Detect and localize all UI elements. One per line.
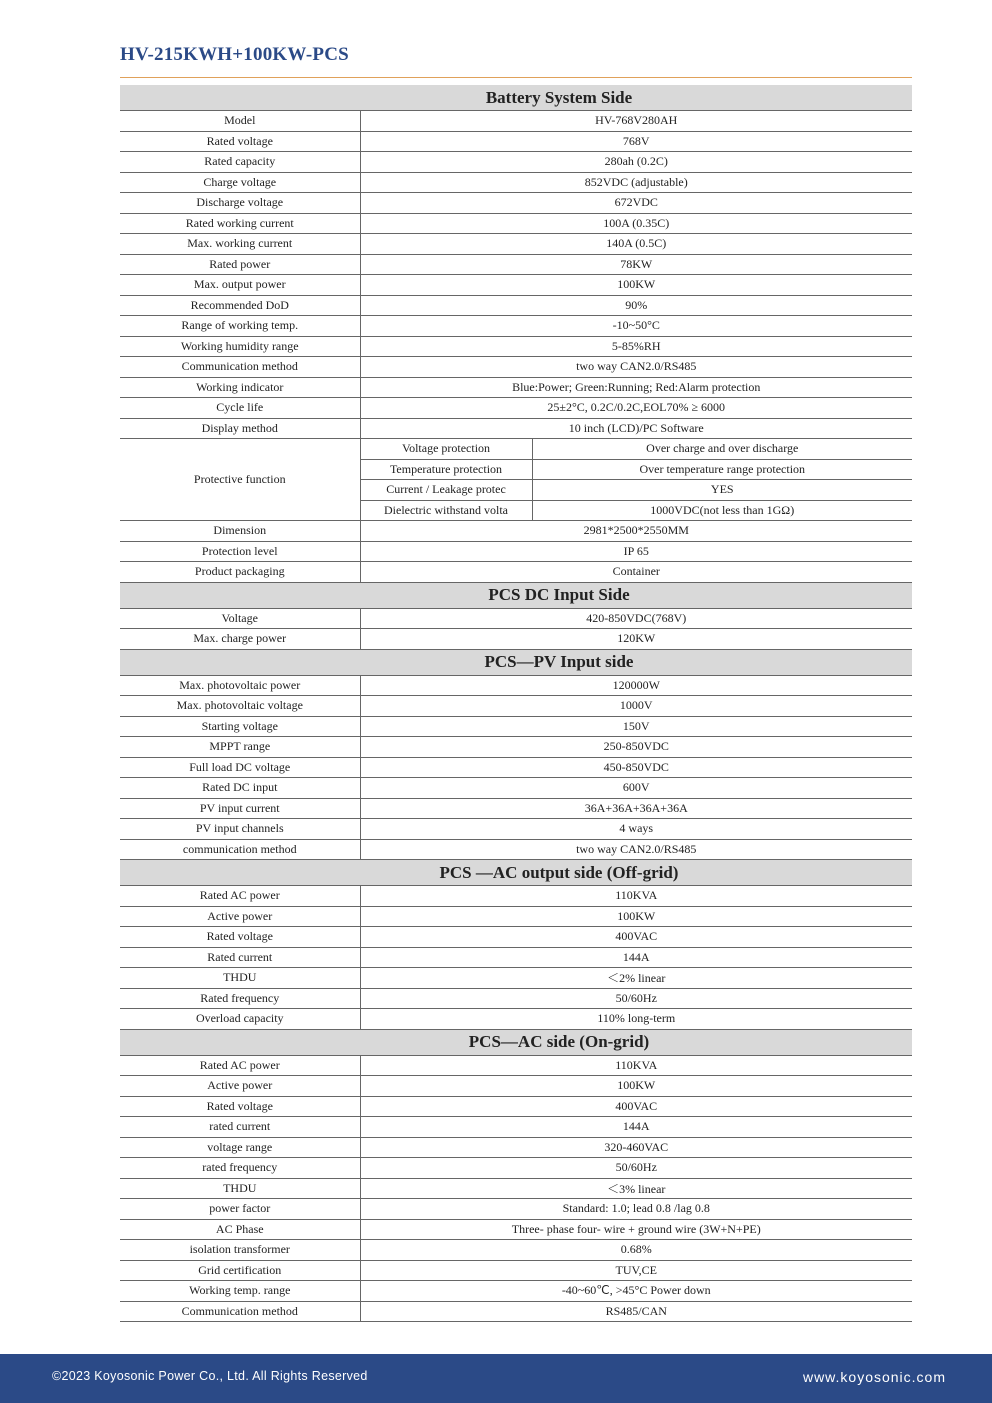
row-label: Max. photovoltaic voltage [120, 696, 360, 717]
row-value: 250-850VDC [360, 737, 912, 758]
row-label: THDU [120, 1178, 360, 1199]
table-row [120, 839, 912, 860]
table-row [120, 316, 912, 337]
row-label: Active power [120, 1076, 360, 1097]
table-row [120, 947, 912, 968]
row-value: two way CAN2.0/RS485 [360, 839, 912, 860]
table-row [120, 1178, 912, 1199]
table-row [120, 608, 912, 629]
table-row [120, 798, 912, 819]
row-label: voltage range [120, 1137, 360, 1158]
row-label: Rated capacity [120, 152, 360, 173]
section-title: Battery System Side [485, 87, 633, 107]
table-row [120, 1137, 912, 1158]
row-label: Rated AC power [120, 886, 360, 907]
row-label: Rated DC input [120, 778, 360, 799]
row-value: 672VDC [360, 193, 912, 214]
sub-row-value: 1000VDC(not less than 1GΩ) [532, 500, 912, 521]
row-value: 50/60Hz [360, 988, 912, 1009]
row-label: Charge voltage [120, 172, 360, 193]
sub-row-label: Current / Leakage protec [360, 480, 532, 501]
row-label: Working indicator [120, 377, 360, 398]
table-row [120, 295, 912, 316]
section-header-row [120, 582, 912, 608]
row-value: 2981*2500*2550MM [360, 521, 912, 542]
row-label: Rated voltage [120, 131, 360, 152]
table-row [120, 111, 912, 132]
sub-row-label: Dielectric withstand volta [360, 500, 532, 521]
section-header-row [120, 85, 912, 111]
table-row [120, 737, 912, 758]
section-header-cell [120, 860, 912, 886]
section-header-row [120, 860, 912, 886]
row-label: PV input current [120, 798, 360, 819]
row-label: power factor [120, 1199, 360, 1220]
row-label: Range of working temp. [120, 316, 360, 337]
row-value: ＜2% linear [360, 968, 912, 989]
section-title: PCS DC Input Side [488, 585, 630, 604]
row-value: 144A [360, 1117, 912, 1138]
table-row [120, 1117, 912, 1138]
table-row [120, 562, 912, 583]
row-value: TUV,CE [360, 1260, 912, 1281]
table-row [120, 757, 912, 778]
document-title: HV-215KWH+100KW-PCS [120, 44, 349, 65]
sub-row-value: Over charge and over discharge [532, 439, 912, 460]
sub-row-label: Temperature protection [360, 459, 532, 480]
row-label: Active power [120, 906, 360, 927]
row-value: 320-460VAC [360, 1137, 912, 1158]
row-value: IP 65 [360, 541, 912, 562]
table-row [120, 439, 912, 460]
row-value: 100KW [360, 275, 912, 296]
row-value: 10 inch (LCD)/PC Software [360, 418, 912, 439]
section-title: PCS—AC side (On-grid) [468, 1032, 650, 1051]
row-value: 144A [360, 947, 912, 968]
row-label: Discharge voltage [120, 193, 360, 214]
table-row [120, 778, 912, 799]
row-label: Display method [120, 418, 360, 439]
row-value: 110% long-term [360, 1009, 912, 1030]
table-row [120, 193, 912, 214]
row-label: Working temp. range [120, 1281, 360, 1302]
footer-copyright: ©2023 Koyosonic Power Co., Ltd. All Rights Reserved [52, 1369, 368, 1383]
row-label: isolation transformer [120, 1240, 360, 1261]
section-title: PCS—PV Input side [484, 652, 634, 671]
row-value: 600V [360, 778, 912, 799]
row-label: Max. output power [120, 275, 360, 296]
table-row [120, 521, 912, 542]
table-row [120, 1199, 912, 1220]
row-value: Container [360, 562, 912, 583]
row-value: Three- phase four- wire + ground wire (3W+N+PE) [360, 1219, 912, 1240]
table-row [120, 716, 912, 737]
row-value: two way CAN2.0/RS485 [360, 357, 912, 378]
row-value: RS485/CAN [360, 1301, 912, 1322]
row-value: 140A (0.5C) [360, 234, 912, 255]
row-label: Rated power [120, 254, 360, 275]
row-value: HV-768V280AH [360, 111, 912, 132]
table-row [120, 541, 912, 562]
row-value: Blue:Power; Green:Running; Red:Alarm protection [360, 377, 912, 398]
row-value: 36A+36A+36A+36A [360, 798, 912, 819]
row-label: THDU [120, 968, 360, 989]
row-label: Communication method [120, 357, 360, 378]
table-row [120, 1158, 912, 1179]
row-value: 400VAC [360, 1096, 912, 1117]
section-header-row [120, 1029, 912, 1055]
row-value: 120000W [360, 675, 912, 696]
table-row [120, 418, 912, 439]
table-row [120, 1240, 912, 1261]
table-row [120, 927, 912, 948]
row-label: Max. photovoltaic power [120, 675, 360, 696]
sub-row-value: YES [532, 480, 912, 501]
table-row [120, 886, 912, 907]
row-label: Working humidity range [120, 336, 360, 357]
row-value: 50/60Hz [360, 1158, 912, 1179]
section-header-cell [120, 1029, 912, 1055]
table-row [120, 152, 912, 173]
table-row [120, 1096, 912, 1117]
row-label: Dimension [120, 521, 360, 542]
row-value: ＜3% linear [360, 1178, 912, 1199]
row-value: 78KW [360, 254, 912, 275]
section-header-row [120, 649, 912, 675]
row-label: Rated frequency [120, 988, 360, 1009]
row-value: 110KVA [360, 886, 912, 907]
row-value: 420-850VDC(768V) [360, 608, 912, 629]
table-row [120, 131, 912, 152]
table-row [120, 172, 912, 193]
row-label: Recommended DoD [120, 295, 360, 316]
row-value: 400VAC [360, 927, 912, 948]
row-value: 150V [360, 716, 912, 737]
table-row [120, 398, 912, 419]
row-value: 1000V [360, 696, 912, 717]
table-row [120, 1301, 912, 1322]
section-title: PCS —AC output side (Off-grid) [439, 862, 679, 882]
sub-row-label: Voltage protection [360, 439, 532, 460]
row-value: 852VDC (adjustable) [360, 172, 912, 193]
row-label: Starting voltage [120, 716, 360, 737]
row-value: 450-850VDC [360, 757, 912, 778]
table-row [120, 1009, 912, 1030]
table-row [120, 1219, 912, 1240]
table-row [120, 1260, 912, 1281]
section-header-cell [120, 649, 912, 675]
row-label: Rated working current [120, 213, 360, 234]
row-value: 100A (0.35C) [360, 213, 912, 234]
table-row [120, 213, 912, 234]
table-row [120, 1281, 912, 1302]
row-label: Protection level [120, 541, 360, 562]
row-label: Voltage [120, 608, 360, 629]
spec-table-body [120, 85, 912, 1322]
row-label: rated frequency [120, 1158, 360, 1179]
row-label: Cycle life [120, 398, 360, 419]
row-value: 100KW [360, 906, 912, 927]
footer-website-link[interactable]: www.koyosonic.com [802, 1369, 946, 1385]
row-label: communication method [120, 839, 360, 860]
row-value: 4 ways [360, 819, 912, 840]
row-label: AC Phase [120, 1219, 360, 1240]
table-row [120, 1076, 912, 1097]
table-row [120, 696, 912, 717]
table-row [120, 819, 912, 840]
table-row [120, 1055, 912, 1076]
row-value: -40~60℃, >45°C Power down [360, 1281, 912, 1302]
row-label: MPPT range [120, 737, 360, 758]
sub-row-value: Over temperature range protection [532, 459, 912, 480]
row-value: Standard: 1.0; lead 0.8 /lag 0.8 [360, 1199, 912, 1220]
table-row [120, 357, 912, 378]
row-label: Rated voltage [120, 1096, 360, 1117]
row-label: rated current [120, 1117, 360, 1138]
table-row [120, 275, 912, 296]
table-row [120, 675, 912, 696]
row-label: Rated voltage [120, 927, 360, 948]
row-value: 110KVA [360, 1055, 912, 1076]
row-label: Rated current [120, 947, 360, 968]
row-label: Protective function [120, 439, 360, 521]
row-value: -10~50°C [360, 316, 912, 337]
table-row [120, 234, 912, 255]
row-label: Model [120, 111, 360, 132]
row-value: 768V [360, 131, 912, 152]
row-value: 0.68% [360, 1240, 912, 1261]
table-row [120, 254, 912, 275]
row-value: 280ah (0.2C) [360, 152, 912, 173]
section-header-cell [120, 85, 912, 111]
row-label: Full load DC voltage [120, 757, 360, 778]
row-label: Grid certification [120, 1260, 360, 1281]
row-value: 25±2°C, 0.2C/0.2C,EOL70% ≥ 6000 [360, 398, 912, 419]
table-row [120, 377, 912, 398]
row-label: Communication method [120, 1301, 360, 1322]
row-label: Overload capacity [120, 1009, 360, 1030]
footer-bar [0, 1354, 992, 1403]
row-label: PV input channels [120, 819, 360, 840]
section-header-cell [120, 582, 912, 608]
title-divider [120, 77, 912, 78]
table-row [120, 988, 912, 1009]
table-row [120, 629, 912, 650]
table-row [120, 968, 912, 989]
row-value: 100KW [360, 1076, 912, 1097]
table-row [120, 906, 912, 927]
row-label: Product packaging [120, 562, 360, 583]
table-row [120, 336, 912, 357]
row-label: Rated AC power [120, 1055, 360, 1076]
row-value: 5-85%RH [360, 336, 912, 357]
row-label: Max. charge power [120, 629, 360, 650]
row-value: 120KW [360, 629, 912, 650]
row-value: 90% [360, 295, 912, 316]
row-label: Max. working current [120, 234, 360, 255]
spec-table [120, 85, 912, 1322]
